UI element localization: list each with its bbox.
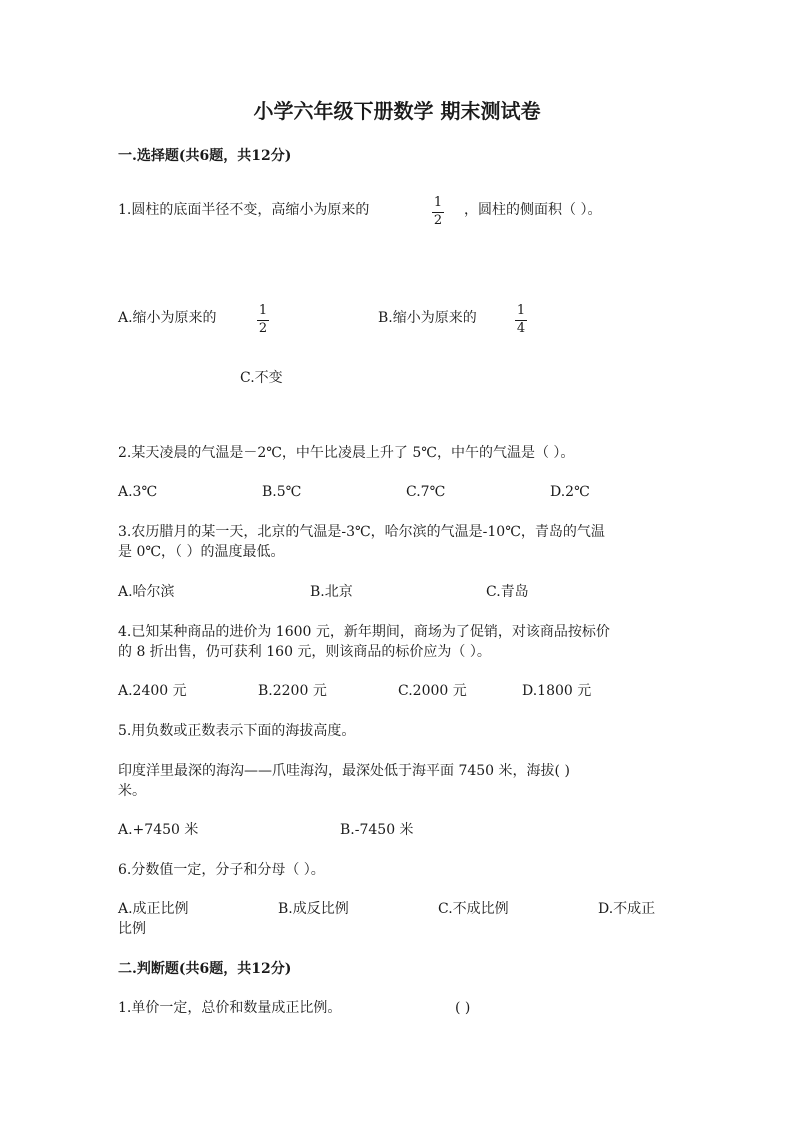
question-6-stem: 6.分数值一定，分子和分母（ ）。 [118, 862, 325, 878]
section-heading-judgement: 二.判断题(共6题，共12分) [118, 961, 292, 977]
option-c[interactable]: C.7℃ [406, 484, 446, 500]
option-a[interactable]: A.+7450 米 [118, 822, 199, 838]
option-b[interactable]: B.-7450 米 [340, 822, 414, 838]
option-c[interactable]: C.青岛 [486, 584, 529, 600]
option-a[interactable]: A.2400 元 [118, 683, 187, 699]
page-title: 小学六年级下册数学 期末测试卷 [253, 99, 541, 123]
fraction-numerator: 1 [433, 195, 443, 210]
section-heading-choice: 一.选择题(共6题，共12分) [118, 148, 292, 164]
question-2-stem: 2.某天凌晨的气温是－2℃，中午比凌晨上升了 5℃，中午的气温是（ ）。 [118, 445, 575, 461]
fraction-one-half [256, 304, 270, 336]
option-d[interactable]: D.不成正 [598, 901, 656, 917]
fraction-one-half [431, 196, 445, 228]
fraction-denominator: 2 [258, 321, 268, 336]
fraction-one-quarter [514, 304, 528, 336]
question-5-stem: 5.用负数或正数表示下面的海拔高度。 [118, 723, 356, 739]
question-4-stem: 4.已知某种商品的进价为 1600 元，新年期间，商场为了促销，对该商品按标价 [118, 624, 610, 640]
question-3-stem-line2: 是 0℃，（ ）的温度最低。 [118, 544, 285, 560]
option-a[interactable]: A.哈尔滨 [118, 584, 175, 600]
option-a[interactable]: A.缩小为原来的 [118, 310, 217, 326]
option-b[interactable]: B.北京 [310, 584, 353, 600]
option-c[interactable]: C.2000 元 [398, 683, 467, 699]
question-5-body: 印度洋里最深的海沟——爪哇海沟，最深处低于海平面 7450 米，海拔( ) [118, 763, 570, 779]
question-1-stem: 1.圆柱的底面半径不变，高缩小为原来的 [118, 202, 370, 218]
question-4-stem-line2: 的 8 折出售，仍可获利 160 元，则该商品的标价应为（ ）。 [118, 644, 491, 660]
fraction-denominator: 2 [433, 213, 443, 228]
answer-blank[interactable]: ( ) [455, 1000, 471, 1016]
fraction-denominator: 4 [516, 321, 526, 336]
option-c[interactable]: C.不成比例 [438, 901, 509, 917]
option-a[interactable]: A.3℃ [118, 484, 158, 500]
question-3-stem: 3.农历腊月的某一天，北京的气温是-3℃，哈尔滨的气温是-10℃，青岛的气温 [118, 524, 605, 540]
option-d-continued: 比例 [118, 921, 146, 937]
option-b[interactable]: B.2200 元 [258, 683, 327, 699]
question-5-body-line2: 米。 [118, 783, 146, 799]
fraction-numerator: 1 [258, 303, 268, 318]
fraction-numerator: 1 [516, 303, 526, 318]
option-a[interactable]: A.成正比例 [118, 901, 189, 917]
option-b[interactable]: B.成反比例 [278, 901, 349, 917]
option-c[interactable]: C.不变 [240, 370, 283, 386]
judgement-question-1: 1.单价一定，总价和数量成正比例。 [118, 1000, 342, 1016]
option-d[interactable]: D.1800 元 [522, 683, 592, 699]
option-b[interactable]: B.5℃ [262, 484, 302, 500]
question-1-stem-tail: ，圆柱的侧面积（ ）。 [464, 202, 602, 218]
option-d[interactable]: D.2℃ [550, 484, 590, 500]
option-b[interactable]: B.缩小为原来的 [378, 310, 477, 326]
